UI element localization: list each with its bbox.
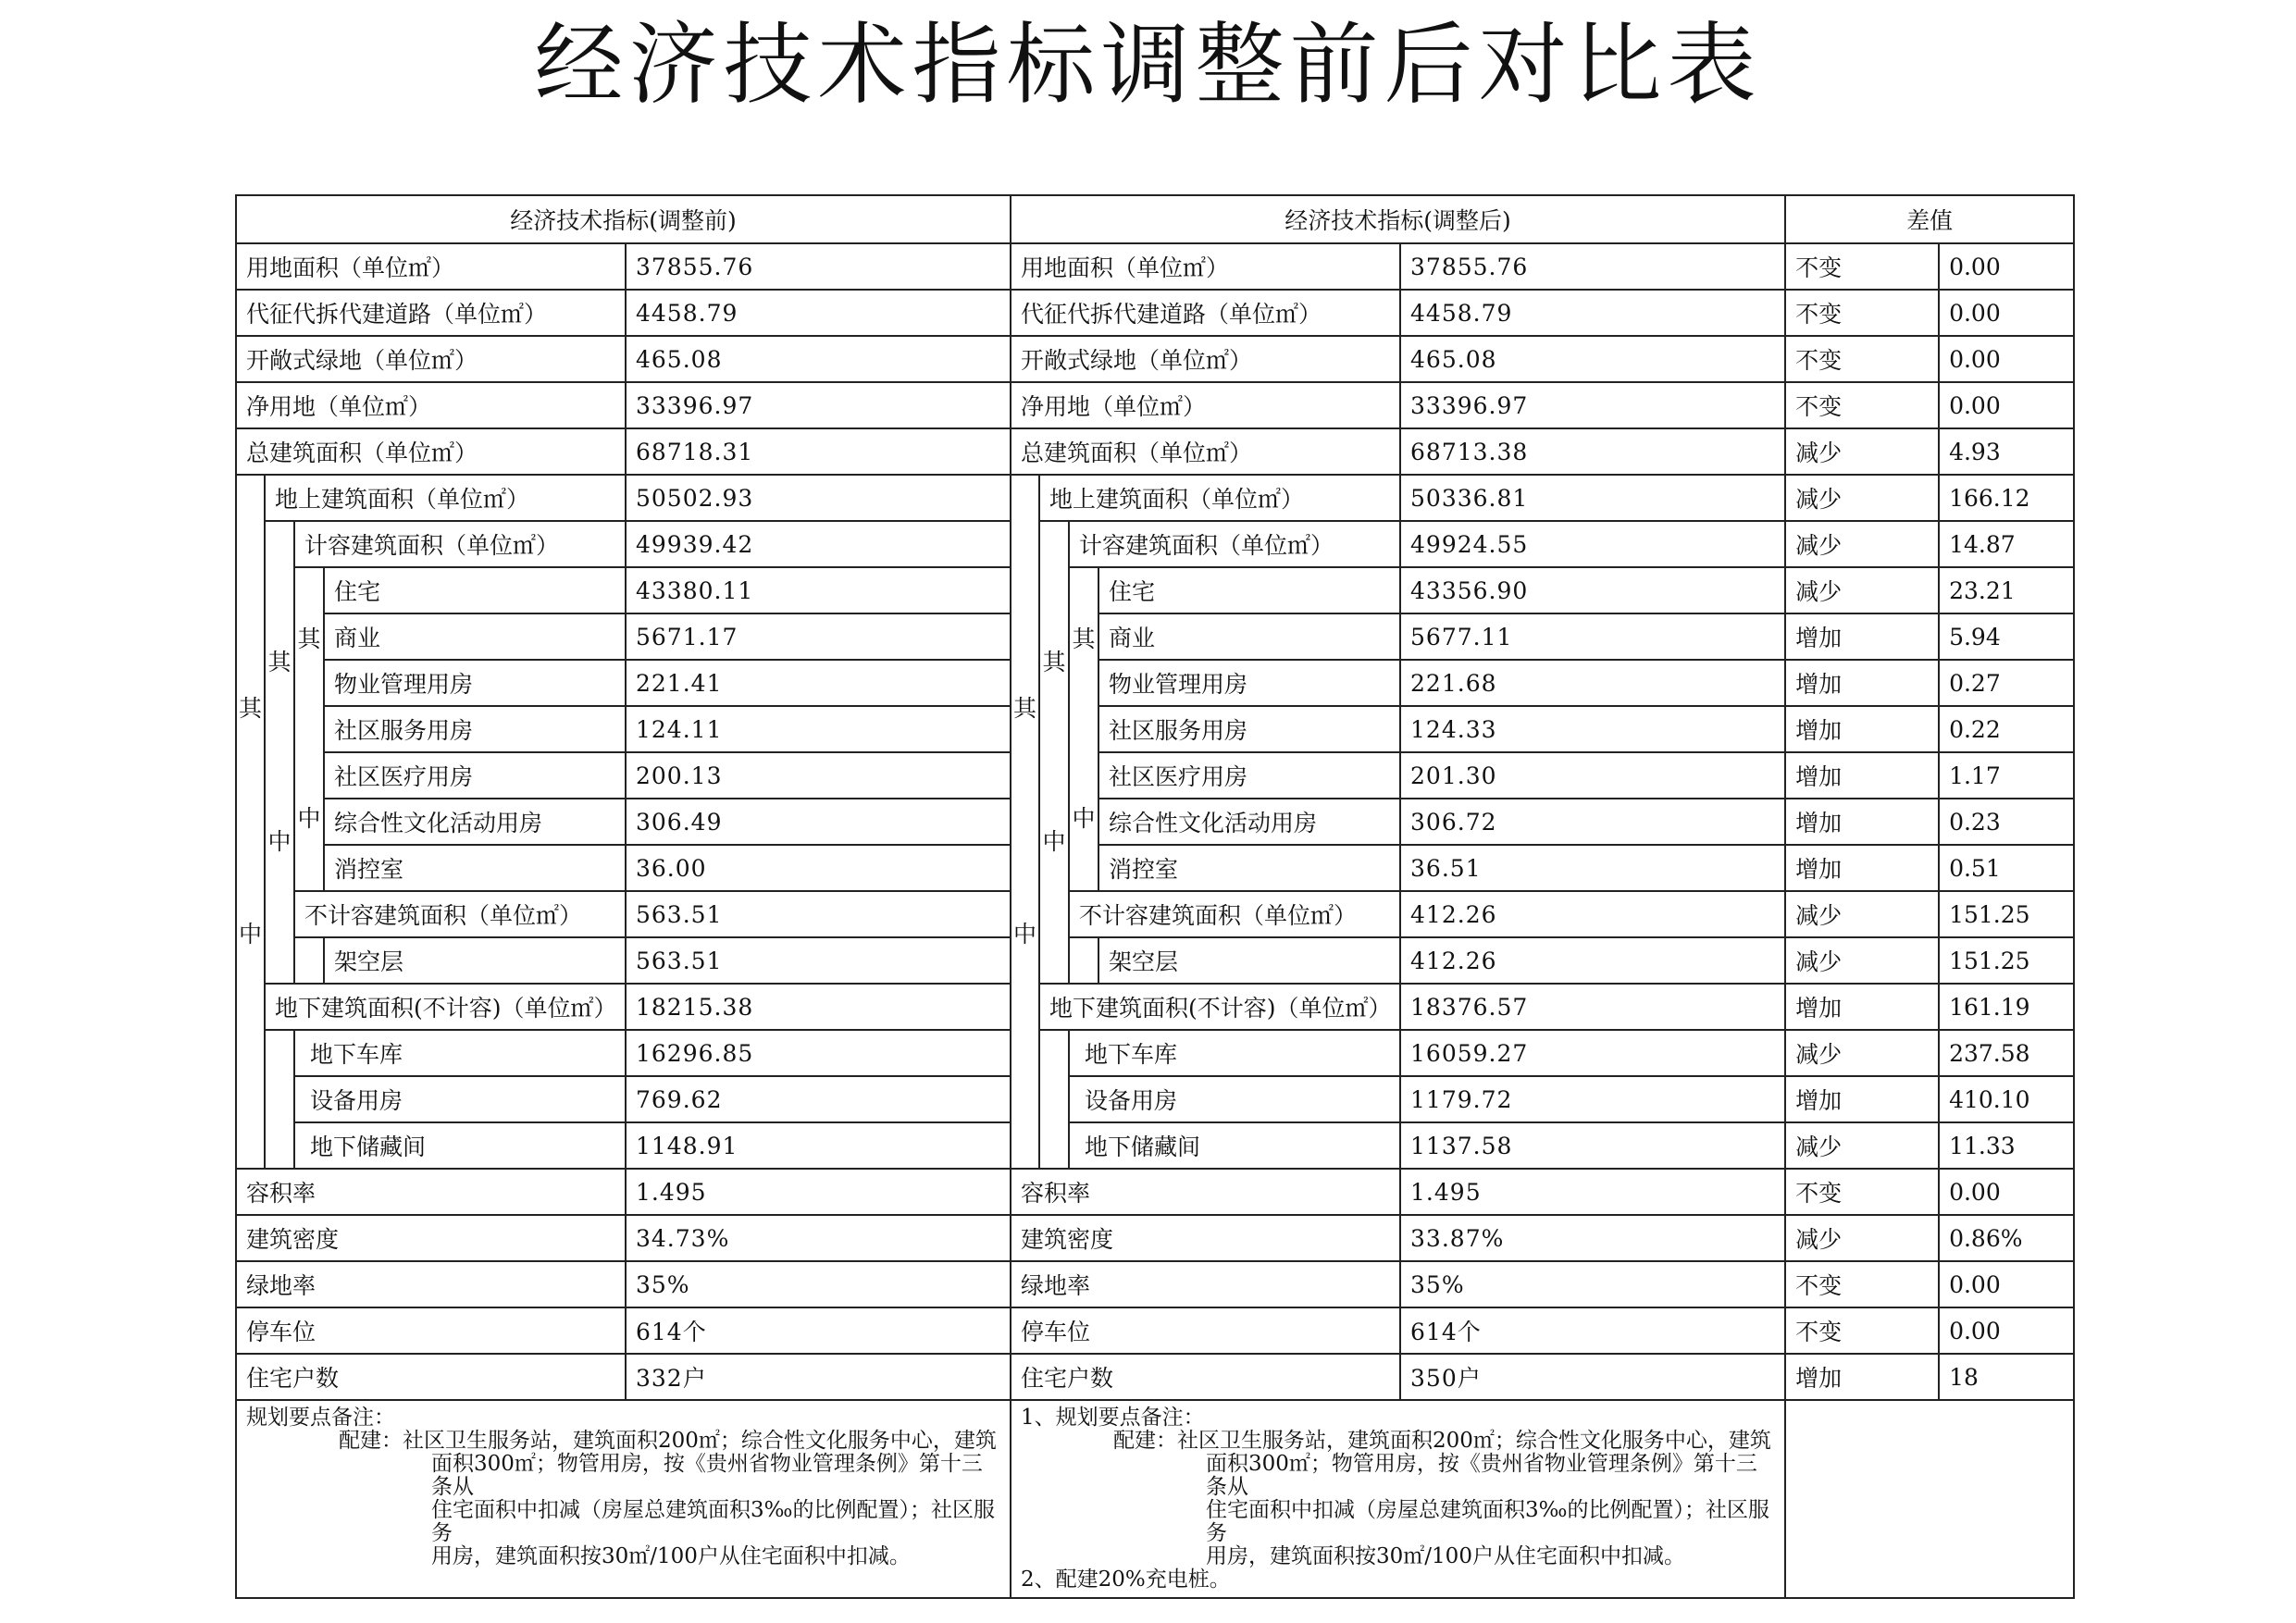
row-community-service: [236, 706, 2074, 752]
value-after: 43356.90: [1400, 567, 1785, 613]
value-after: 350户: [1400, 1354, 1785, 1400]
notes-after-line-4: 用房，建筑面积按30㎡/100户从住宅面积中扣减。: [1206, 1544, 1685, 1568]
row-below-gfa: [236, 984, 2074, 1030]
row-garage: [236, 1030, 2074, 1076]
diff-value: 0.00: [1939, 290, 2074, 336]
value-after: 49924.55: [1400, 521, 1785, 567]
label-after: 净用地（单位㎡）: [1011, 382, 1400, 428]
value-after: 18376.57: [1400, 984, 1785, 1030]
row-total-gfa: [236, 428, 2074, 475]
label-after: 综合性文化活动用房: [1098, 799, 1400, 845]
label-after: 代征代拆代建道路（单位㎡）: [1011, 290, 1400, 336]
diff-value: 18: [1939, 1354, 2074, 1400]
change-type: 增加: [1785, 660, 1939, 706]
diff-value: 4.93: [1939, 428, 2074, 475]
value-before: 33396.97: [626, 382, 1011, 428]
change-type: 增加: [1785, 1354, 1939, 1400]
label-before: 建筑密度: [236, 1215, 626, 1261]
label-before: 社区服务用房: [324, 706, 626, 752]
notes-before-line-2: 面积300㎡；物管用房，按《贵州省物业管理条例》第十三条从: [431, 1452, 983, 1499]
notes-before-line-4: 用房，建筑面积按30㎡/100户从住宅面积中扣减。: [431, 1544, 911, 1568]
header-after: 经济技术指标(调整后): [1011, 195, 1785, 243]
diff-value: 0.00: [1939, 382, 2074, 428]
row-open-green: [236, 336, 2074, 382]
row-stilt-floor: [236, 937, 2074, 984]
value-after: 37855.76: [1400, 243, 1785, 290]
diff-value: 0.00: [1939, 1307, 2074, 1354]
value-after: 33396.97: [1400, 382, 1785, 428]
row-storage: [236, 1122, 2074, 1169]
change-type: 增加: [1785, 752, 1939, 799]
value-after: 16059.27: [1400, 1030, 1785, 1076]
spacer: [1069, 937, 1098, 984]
notes-before-line-1: 配建：社区卫生服务站，建筑面积200㎡；综合性文化服务中心，建筑: [339, 1429, 997, 1453]
value-before: 16296.85: [626, 1030, 1011, 1076]
row-commercial: [236, 613, 2074, 660]
label-before: 综合性文化活动用房: [324, 799, 626, 845]
label-before: 容积率: [236, 1169, 626, 1215]
diff-value: 5.94: [1939, 613, 2074, 660]
label-before: 地下车库: [294, 1030, 626, 1076]
diff-value: 11.33: [1939, 1122, 2074, 1169]
qizhong-label-after-3: 其 中: [1069, 567, 1098, 891]
value-before: 43380.11: [626, 567, 1011, 613]
label-before: 物业管理用房: [324, 660, 626, 706]
qizhong-label-before-2: 其 中: [265, 521, 294, 984]
label-after: 地下车库: [1069, 1030, 1400, 1076]
spacer: [1039, 1030, 1069, 1169]
label-after: 社区医疗用房: [1098, 752, 1400, 799]
value-after: 1179.72: [1400, 1076, 1785, 1122]
label-before: 消控室: [324, 845, 626, 891]
change-type: 减少: [1785, 567, 1939, 613]
change-type: 减少: [1785, 1122, 1939, 1169]
change-type: 减少: [1785, 1030, 1939, 1076]
diff-value: 166.12: [1939, 475, 2074, 521]
diff-value: 1.17: [1939, 752, 2074, 799]
value-before: 124.11: [626, 706, 1011, 752]
header-diff: 差值: [1785, 195, 2074, 243]
value-after: 124.33: [1400, 706, 1785, 752]
row-households: [236, 1354, 2074, 1400]
label-before: 架空层: [324, 937, 626, 984]
value-before: 4458.79: [626, 290, 1011, 336]
label-after: 设备用房: [1069, 1076, 1400, 1122]
value-after: 201.30: [1400, 752, 1785, 799]
value-before: 50502.93: [626, 475, 1011, 521]
change-type: 不变: [1785, 1307, 1939, 1354]
notes-diff-empty: [1785, 1400, 2074, 1598]
value-before: 200.13: [626, 752, 1011, 799]
value-after: 33.87%: [1400, 1215, 1785, 1261]
value-after: 50336.81: [1400, 475, 1785, 521]
diff-value: 14.87: [1939, 521, 2074, 567]
label-after: 容积率: [1011, 1169, 1400, 1215]
value-after: 412.26: [1400, 937, 1785, 984]
change-type: 减少: [1785, 521, 1939, 567]
row-density: [236, 1215, 2074, 1261]
label-before: 净用地（单位㎡）: [236, 382, 626, 428]
row-far-ratio: [236, 1169, 2074, 1215]
value-after: 68713.38: [1400, 428, 1785, 475]
value-before: 49939.42: [626, 521, 1011, 567]
change-type: 增加: [1785, 845, 1939, 891]
qizhong-label-after-2: 其 中: [1039, 521, 1069, 984]
diff-value: 0.51: [1939, 845, 2074, 891]
diff-value: 0.86%: [1939, 1215, 2074, 1261]
value-after: 221.68: [1400, 660, 1785, 706]
label-before: 地下储藏间: [294, 1122, 626, 1169]
label-after: 停车位: [1011, 1307, 1400, 1354]
row-net-land: [236, 382, 2074, 428]
change-type: 减少: [1785, 428, 1939, 475]
value-after: 35%: [1400, 1261, 1785, 1307]
change-type: 不变: [1785, 243, 1939, 290]
notes-before-heading: 规划要点备注：: [246, 1406, 395, 1430]
label-after: 地下建筑面积(不计容)（单位㎡）: [1039, 984, 1400, 1030]
diff-value: 0.22: [1939, 706, 2074, 752]
change-type: 减少: [1785, 891, 1939, 937]
row-fire-control: [236, 845, 2074, 891]
label-after: 建筑密度: [1011, 1215, 1400, 1261]
row-property-mgmt: [236, 660, 2074, 706]
value-before: 563.51: [626, 937, 1011, 984]
diff-value: 410.10: [1939, 1076, 2074, 1122]
label-after: 架空层: [1098, 937, 1400, 984]
notes-after: [1011, 1400, 1785, 1598]
label-before: 计容建筑面积（单位㎡）: [294, 521, 626, 567]
notes-after-line-1: 配建：社区卫生服务站，建筑面积200㎡；综合性文化服务中心，建筑: [1113, 1429, 1771, 1453]
label-after: 总建筑面积（单位㎡）: [1011, 428, 1400, 475]
spacer: [265, 1030, 294, 1169]
row-equipment: [236, 1076, 2074, 1122]
notes-after-line-2: 面积300㎡；物管用房，按《贵州省物业管理条例》第十三条从: [1206, 1452, 1757, 1499]
change-type: 增加: [1785, 706, 1939, 752]
value-before: 37855.76: [626, 243, 1011, 290]
label-after: 用地面积（单位㎡）: [1011, 243, 1400, 290]
diff-value: 0.00: [1939, 1169, 2074, 1215]
diff-value: 237.58: [1939, 1030, 2074, 1076]
value-after: 36.51: [1400, 845, 1785, 891]
diff-value: 0.23: [1939, 799, 2074, 845]
change-type: 增加: [1785, 799, 1939, 845]
label-after: 地上建筑面积（单位㎡）: [1039, 475, 1400, 521]
diff-value: 23.21: [1939, 567, 2074, 613]
change-type: 不变: [1785, 1261, 1939, 1307]
row-road-area: [236, 290, 2074, 336]
label-after: 物业管理用房: [1098, 660, 1400, 706]
change-type: 增加: [1785, 984, 1939, 1030]
value-after: 1.495: [1400, 1169, 1785, 1215]
diff-value: 0.00: [1939, 1261, 2074, 1307]
row-green-ratio: [236, 1261, 2074, 1307]
label-after: 住宅: [1098, 567, 1400, 613]
value-before: 769.62: [626, 1076, 1011, 1122]
value-before: 465.08: [626, 336, 1011, 382]
label-before: 代征代拆代建道路（单位㎡）: [236, 290, 626, 336]
header-row: [236, 195, 2074, 243]
diff-value: 0.00: [1939, 336, 2074, 382]
qizhong-label-before-1: 其 中: [236, 475, 265, 1169]
qizhong-label-after-1: 其 中: [1011, 475, 1039, 1169]
diff-value: 0.00: [1939, 243, 2074, 290]
notes-row: [236, 1400, 2074, 1598]
value-after: 4458.79: [1400, 290, 1785, 336]
row-nonfar-gfa: [236, 891, 2074, 937]
label-after: 绿地率: [1011, 1261, 1400, 1307]
comparison-table: [235, 194, 2075, 1599]
spacer: [294, 937, 324, 984]
row-land-area: [236, 243, 2074, 290]
diff-value: 0.27: [1939, 660, 2074, 706]
notes-before: [236, 1400, 1011, 1598]
diff-value: 151.25: [1939, 891, 2074, 937]
value-before: 563.51: [626, 891, 1011, 937]
value-after: 412.26: [1400, 891, 1785, 937]
value-before: 68718.31: [626, 428, 1011, 475]
label-before: 总建筑面积（单位㎡）: [236, 428, 626, 475]
value-before: 221.41: [626, 660, 1011, 706]
change-type: 减少: [1785, 475, 1939, 521]
label-before: 商业: [324, 613, 626, 660]
row-community-medical: [236, 752, 2074, 799]
notes-after-heading: 1、规划要点备注：: [1021, 1406, 1205, 1430]
label-before: 用地面积（单位㎡）: [236, 243, 626, 290]
label-after: 住宅户数: [1011, 1354, 1400, 1400]
change-type: 不变: [1785, 1169, 1939, 1215]
label-before: 地下建筑面积(不计容)（单位㎡）: [265, 984, 626, 1030]
value-after: 465.08: [1400, 336, 1785, 382]
value-before: 332户: [626, 1354, 1011, 1400]
row-above-gfa: [236, 475, 2074, 521]
row-parking: [236, 1307, 2074, 1354]
change-type: 减少: [1785, 1215, 1939, 1261]
label-after: 不计容建筑面积（单位㎡）: [1069, 891, 1400, 937]
value-before: 36.00: [626, 845, 1011, 891]
notes-after-extra: 2、配建20%充电桩。: [1021, 1567, 1231, 1592]
label-before: 社区医疗用房: [324, 752, 626, 799]
label-before: 设备用房: [294, 1076, 626, 1122]
label-before: 地上建筑面积（单位㎡）: [265, 475, 626, 521]
value-after: 614个: [1400, 1307, 1785, 1354]
row-far-gfa: [236, 521, 2074, 567]
diff-value: 151.25: [1939, 937, 2074, 984]
value-before: 5671.17: [626, 613, 1011, 660]
label-before: 住宅户数: [236, 1354, 626, 1400]
change-type: 增加: [1785, 1076, 1939, 1122]
value-before: 34.73%: [626, 1215, 1011, 1261]
notes-after-line-3: 住宅面积中扣减（房屋总建筑面积3‰的比例配置）；社区服务: [1206, 1498, 1770, 1545]
label-after: 地下储藏间: [1069, 1122, 1400, 1169]
label-before: 绿地率: [236, 1261, 626, 1307]
value-before: 306.49: [626, 799, 1011, 845]
value-after: 306.72: [1400, 799, 1785, 845]
value-before: 1.495: [626, 1169, 1011, 1215]
change-type: 不变: [1785, 290, 1939, 336]
value-before: 18215.38: [626, 984, 1011, 1030]
value-before: 35%: [626, 1261, 1011, 1307]
label-after: 社区服务用房: [1098, 706, 1400, 752]
diff-value: 161.19: [1939, 984, 2074, 1030]
row-culture-activity: [236, 799, 2074, 845]
change-type: 减少: [1785, 937, 1939, 984]
label-after: 计容建筑面积（单位㎡）: [1069, 521, 1400, 567]
value-before: 1148.91: [626, 1122, 1011, 1169]
value-after: 5677.11: [1400, 613, 1785, 660]
label-before: 停车位: [236, 1307, 626, 1354]
value-after: 1137.58: [1400, 1122, 1785, 1169]
row-residential: [236, 567, 2074, 613]
change-type: 不变: [1785, 382, 1939, 428]
label-before: 住宅: [324, 567, 626, 613]
label-after: 商业: [1098, 613, 1400, 660]
qizhong-label-before-3: 其 中: [294, 567, 324, 891]
notes-before-line-3: 住宅面积中扣减（房屋总建筑面积3‰的比例配置）；社区服务: [431, 1498, 995, 1545]
change-type: 不变: [1785, 336, 1939, 382]
page-title: 经济技术指标调整前后对比表: [534, 13, 1762, 117]
header-before: 经济技术指标(调整前): [236, 195, 1011, 243]
label-before: 不计容建筑面积（单位㎡）: [294, 891, 626, 937]
change-type: 增加: [1785, 613, 1939, 660]
label-after: 开敞式绿地（单位㎡）: [1011, 336, 1400, 382]
value-before: 614个: [626, 1307, 1011, 1354]
label-before: 开敞式绿地（单位㎡）: [236, 336, 626, 382]
label-after: 消控室: [1098, 845, 1400, 891]
